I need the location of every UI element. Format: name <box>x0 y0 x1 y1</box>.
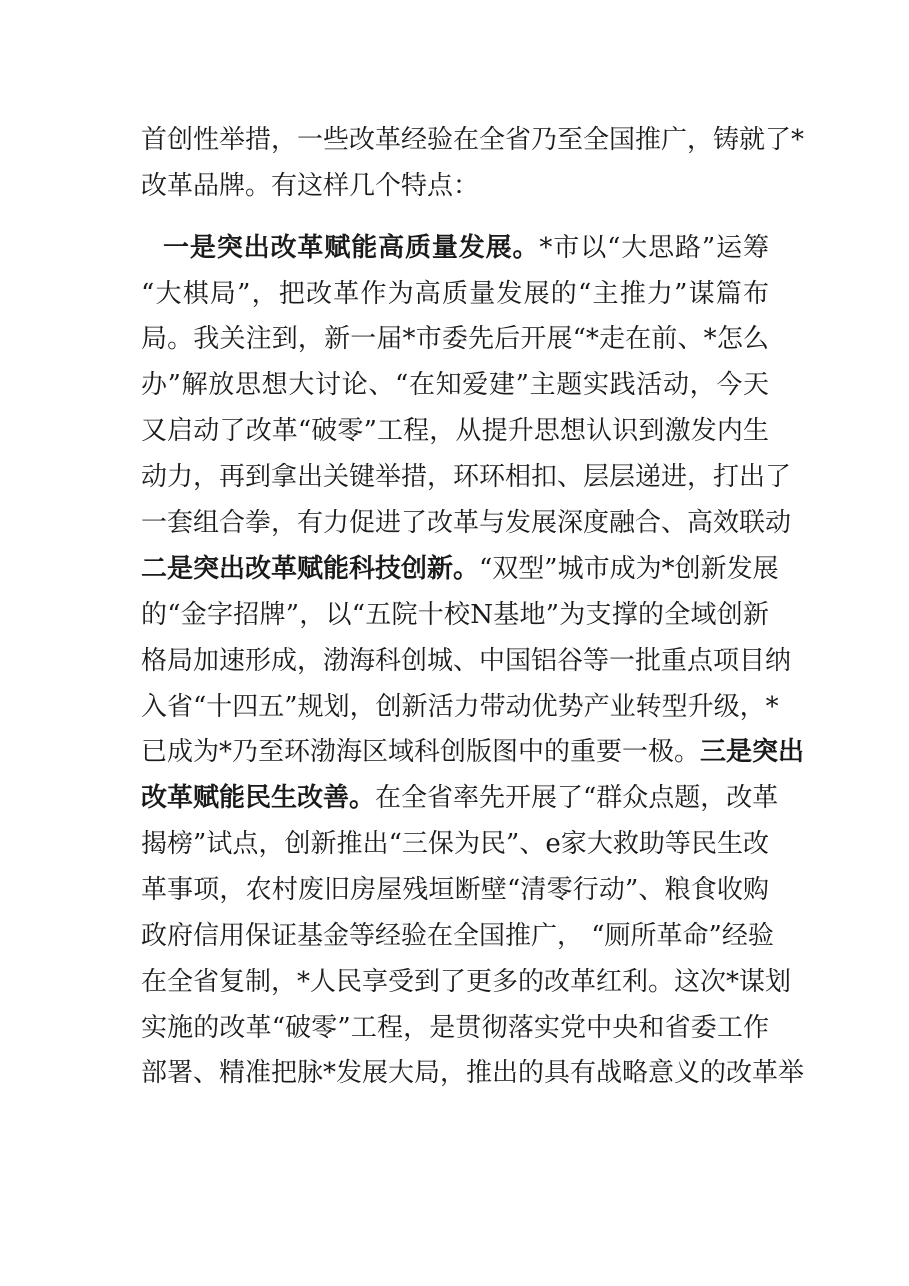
body-text: “大棋局”，把改革作为高质量发展的“主推力”谋篇布 <box>141 279 769 309</box>
bold-heading-text: 改革赋能民生改善。 <box>141 783 376 813</box>
body-text: 部署、精准把脉*发展大局，推出的具有战略意义的改革举 <box>141 1058 805 1088</box>
body-text: 首创性举措，一些改革经验在全省乃至全国推广，铸就了* <box>141 125 805 155</box>
text-line <box>141 684 779 730</box>
body-text: 又启动了改革“破零”工程，从提升思想认识到激发内生 <box>141 416 769 446</box>
text-line <box>141 867 769 913</box>
bold-heading-text: 二是突出改革赋能科技创新。 <box>141 554 480 584</box>
text-line <box>141 271 769 317</box>
body-text: 在全省率先开展了“群众点题，改革 <box>375 783 779 813</box>
body-text: 揭榜”试点，创新推出“三保为民”、e家大救助等民生改 <box>141 829 769 859</box>
body-text: 一套组合拳，有力促进了改革与发展深度融合、高效联动 <box>141 508 792 538</box>
body-text: 办”解放思想大讨论、“在知爱建”主题实践活动，今天 <box>141 370 769 400</box>
bold-heading-text: 三是突出 <box>700 737 805 767</box>
body-text: 格局加速形成，渤海科创城、中国铝谷等一批重点项目纳 <box>141 646 792 676</box>
text-line <box>141 729 805 775</box>
text-line <box>141 362 769 408</box>
text-line <box>163 225 769 271</box>
text-line <box>141 821 769 867</box>
body-text: 在全省复制，*人民享受到了更多的改革红利。这次*谋划 <box>141 967 792 997</box>
text-line <box>141 408 769 454</box>
body-text: 革事项，农村废旧房屋残垣断壁“清零行动”、粮食收购 <box>141 875 769 905</box>
body-text: 改革品牌。有这样几个特点： <box>141 171 480 201</box>
text-line <box>141 913 774 959</box>
body-text: 实施的改革“破零”工程，是贯彻落实党中央和省委工作 <box>141 1013 769 1043</box>
body-text: 政府信用保证基金等经验在全国推广， “厕所革命”经验 <box>141 921 774 951</box>
text-line <box>141 592 769 638</box>
body-text: 的“金字招牌”，以“五院十校N基地”为支撑的全域创新 <box>141 600 769 630</box>
text-line <box>141 500 792 546</box>
body-text: 局。我关注到，新一届*市委先后开展“*走在前、*怎么 <box>141 324 769 354</box>
body-text: “双型”城市成为*创新发展 <box>479 554 779 584</box>
body-text: 已成为*乃至环渤海区域科创版图中的重要一极。 <box>141 737 701 767</box>
text-line <box>141 638 792 684</box>
text-line <box>141 454 792 500</box>
body-text: *市以“大思路”运筹 <box>539 233 769 263</box>
text-line <box>141 1050 805 1096</box>
text-line <box>141 959 792 1005</box>
text-line <box>141 1005 769 1051</box>
text-line <box>141 163 769 209</box>
bold-heading-text: 一是突出改革赋能高质量发展。 <box>163 233 540 263</box>
body-text: 入省“十四五”规划，创新活力带动优势产业转型升级，* <box>141 692 779 722</box>
text-line <box>141 775 779 821</box>
text-line <box>141 546 779 592</box>
body-text: 动力，再到拿出关键举措，环环相扣、层层递进，打出了 <box>141 462 792 492</box>
text-line <box>141 316 769 362</box>
text-line <box>141 117 805 163</box>
